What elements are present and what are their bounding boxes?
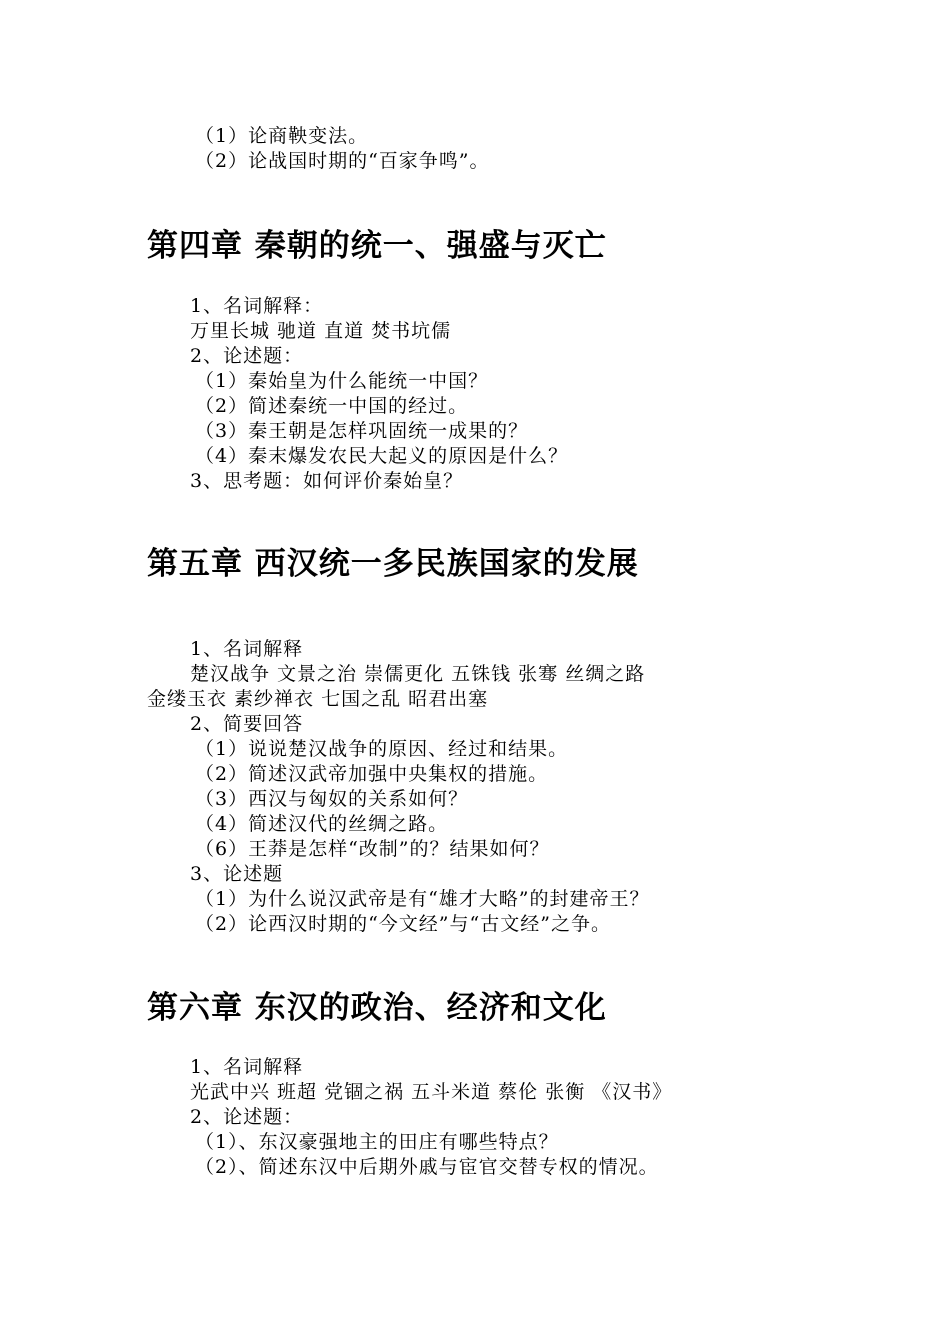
ch4-line-8: 3、思考题：如何评价秦始皇？ xyxy=(190,470,464,492)
ch4-line-4: （1）秦始皇为什么能统一中国？ xyxy=(195,370,489,392)
ch5-line-8: （4）简述汉代的丝绸之路。 xyxy=(195,813,449,835)
ch6-line-1: 1、名词解释 xyxy=(190,1056,304,1078)
chapter-4-title: 第四章 秦朝的统一、强盛与灭亡 xyxy=(147,228,607,264)
top-item-1: （1）论商鞅变法。 xyxy=(195,125,369,147)
top-item-2: （2）论战国时期的“百家争鸣”。 xyxy=(195,150,490,172)
ch5-line-11: （1）为什么说汉武帝是有“雄才大略”的封建帝王？ xyxy=(195,888,650,910)
ch5-line-1: 1、名词解释 xyxy=(190,638,304,660)
ch5-line-10: 3、论述题 xyxy=(190,863,284,885)
ch6-line-5: （2）、简述东汉中后期外戚与宦官交替专权的情况。 xyxy=(195,1156,659,1178)
ch6-line-4: （1）、东汉豪强地主的田庄有哪些特点？ xyxy=(195,1131,559,1153)
ch4-line-3: 2、论述题： xyxy=(190,345,304,367)
chapter-5-title: 第五章 西汉统一多民族国家的发展 xyxy=(147,546,639,582)
ch5-line-12: （2）论西汉时期的“今文经”与“古文经”之争。 xyxy=(195,913,611,935)
ch4-line-2: 万里长城 驰道 直道 焚书坑儒 xyxy=(190,320,452,342)
ch5-line-9: （6）王莽是怎样“改制”的？结果如何？ xyxy=(195,838,550,860)
ch4-line-6: （3）秦王朝是怎样巩固统一成果的？ xyxy=(195,420,529,442)
ch4-line-7: （4）秦末爆发农民大起义的原因是什么？ xyxy=(195,445,569,467)
ch5-line-5: （1）说说楚汉战争的原因、经过和结果。 xyxy=(195,738,569,760)
ch6-line-2: 光武中兴 班超 党锢之祸 五斗米道 蔡伦 张衡 《汉书》 xyxy=(190,1081,673,1103)
ch4-line-5: （2）简述秦统一中国的经过。 xyxy=(195,395,469,417)
ch5-line-2: 楚汉战争 文景之治 崇儒更化 五铢钱 张骞 丝绸之路 xyxy=(190,663,646,685)
ch5-line-4: 2、简要回答 xyxy=(190,713,304,735)
ch6-line-3: 2、论述题： xyxy=(190,1106,304,1128)
ch5-line-6: （2）简述汉武帝加强中央集权的措施。 xyxy=(195,763,549,785)
ch4-line-1: 1、名词解释： xyxy=(190,295,324,317)
chapter-6-title: 第六章 东汉的政治、经济和文化 xyxy=(147,990,607,1026)
ch5-line-3: 金缕玉衣 素纱禅衣 七国之乱 昭君出塞 xyxy=(147,688,489,710)
ch5-line-7: （3）西汉与匈奴的关系如何？ xyxy=(195,788,469,810)
